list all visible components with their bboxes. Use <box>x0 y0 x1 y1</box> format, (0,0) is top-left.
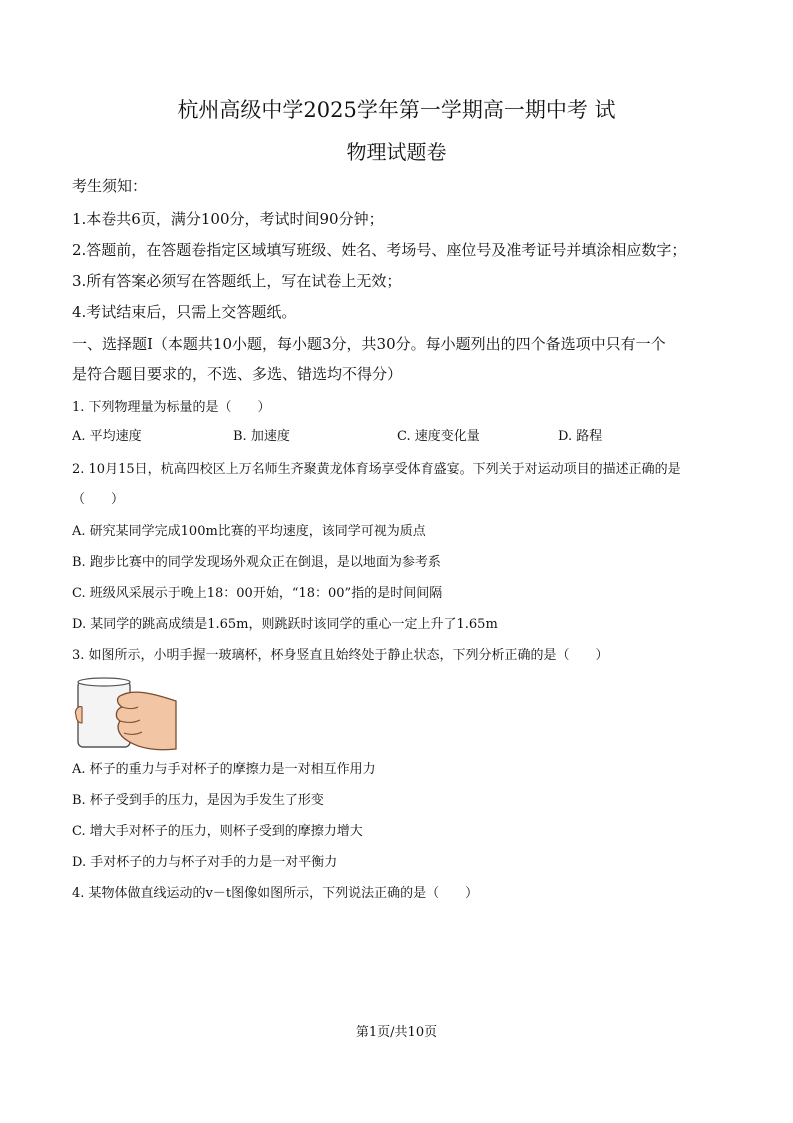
option-d: D. 路程 <box>558 429 603 444</box>
option-c: C. 速度变化量 <box>397 429 480 444</box>
notice-item: 2.答题前，在答题卷指定区域填写班级、姓名、考场号、座位号及准考证号并填涂相应数字； <box>72 241 687 259</box>
exam-title: 杭州高级中学2025学年第一学期高一期中考 试 <box>177 98 616 122</box>
question-2-option-b: B. 跑步比赛中的同学发现场外观众正在倒退，是以地面为参考系 <box>72 555 441 570</box>
option-a: A. 平均速度 <box>72 429 142 444</box>
question-2-option-c: C. 班级风采展示于晚上18：00开始，“18：00”指的是时间间隔 <box>72 586 443 601</box>
question-3-option-d: D. 手对杯子的力与杯子对手的力是一对平衡力 <box>72 855 338 870</box>
question-3-option-a: A. 杯子的重力与手对杯子的摩擦力是一对相互作用力 <box>72 762 376 777</box>
question-3-option-b: B. 杯子受到手的压力，是因为手发生了形变 <box>72 793 324 808</box>
question-1-stem: 1. 下列物理量为标量的是（ ） <box>72 400 271 415</box>
question-2-stem: 2. 10月15日，杭高四校区上万名师生齐聚黄龙体育场享受体育盛宴。下列关于对运动项目的描述正确的是 <box>72 462 681 477</box>
hand-holding-cup-figure <box>72 675 178 753</box>
question-3-stem: 3. 如图所示，小明手握一玻璃杯，杯身竖直且始终处于静止状态，下列分析正确的是（ ） <box>72 648 609 663</box>
page-number: 第1页/共10页 <box>355 1025 438 1040</box>
exam-subtitle: 物理试题卷 <box>346 140 447 164</box>
notice-item: 1.本卷共6页，满分100分，考试时间90分钟； <box>72 210 384 228</box>
section-heading-cont: 是符合题目要求的，不选、多选、错选均不得分） <box>72 365 403 383</box>
notice-heading: 考生须知： <box>72 177 148 195</box>
question-2-option-d: D. 某同学的跳高成绩是1.65m，则跳跃时该同学的重心一定上升了1.65m <box>72 617 498 632</box>
question-2-option-a: A. 研究某同学完成100m比赛的平均速度，该同学可视为质点 <box>72 524 426 539</box>
notice-item: 3.所有答案必须写在答题纸上，写在试卷上无效； <box>72 272 402 290</box>
question-4-stem: 4. 某物体做直线运动的v－t图像如图所示，下列说法正确的是（ ） <box>72 886 479 901</box>
question-3-option-c: C. 增大手对杯子的压力，则杯子受到的摩擦力增大 <box>72 824 363 839</box>
section-heading: 一、选择题Ⅰ（本题共10小题，每小题3分，共30分。每小题列出的四个备选项中只有一个 <box>72 335 666 353</box>
option-b: B. 加速度 <box>233 429 290 444</box>
question-2-stem-cont: （ ） <box>72 492 125 507</box>
notice-item: 4.考试结束后，只需上交答题纸。 <box>72 303 297 321</box>
